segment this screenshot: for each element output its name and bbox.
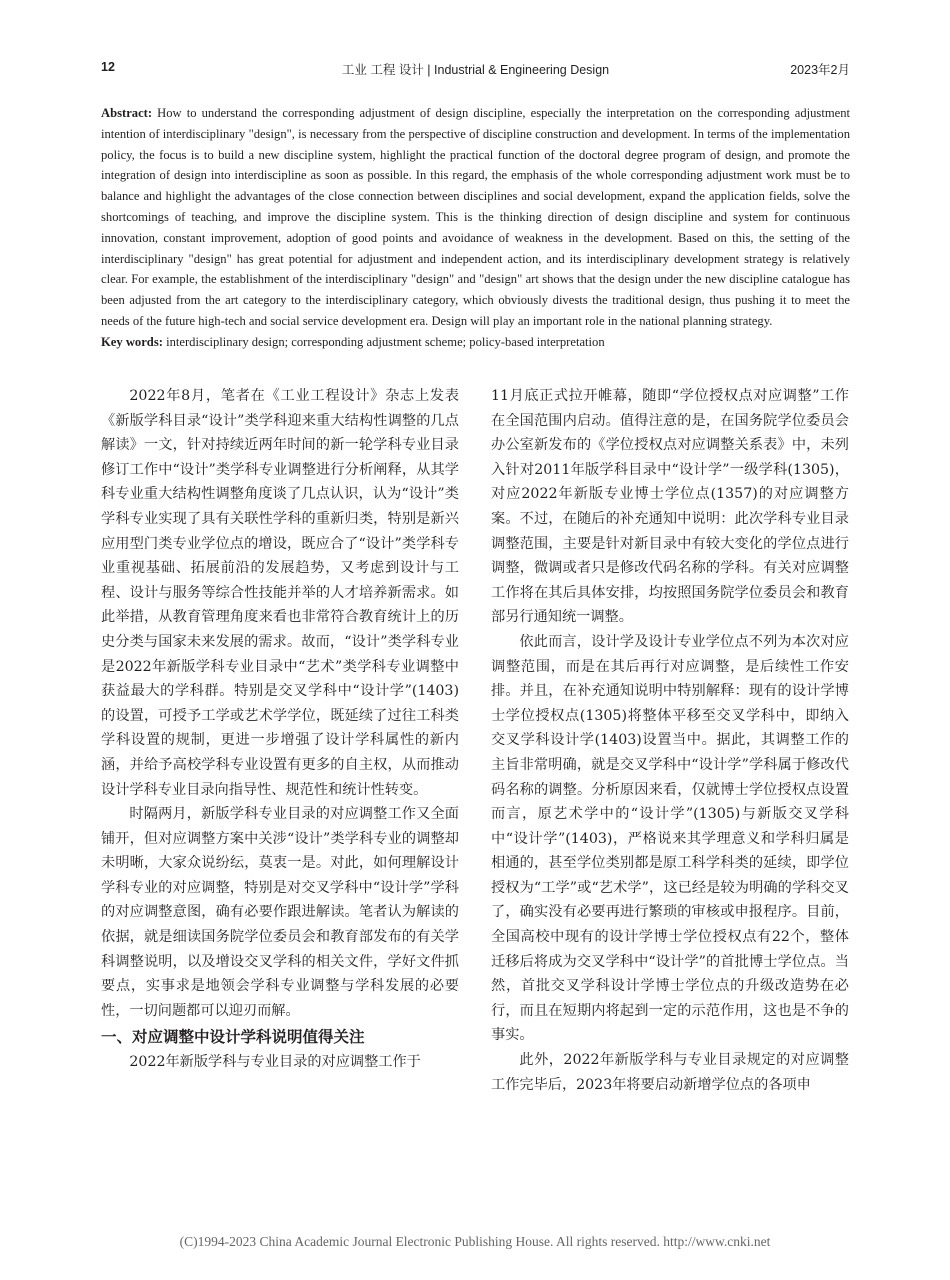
- keywords-paragraph: [101, 332, 850, 353]
- body-paragraph: 时隔两月，新版学科专业目录的对应调整工作又全面铺开，但对应调整方案中关涉“设计”类学科专业的调整却未明晰，大家众说纷纭，莫衷一是。对此，如何理解设计学科专业的对应调整，特别是对交叉学科中“设计学”学科的对应调整意图，确有必要作跟进解读。笔者认为解读的依据，就是细读国务院学位委员会和教育部发布的有关学科调整说明，以及增设交叉学科的相关文件，学好文件抓要点，实事求是地领会学科专业调整与学科发展的必要性，一切问题都可以迎刃而解。: [101, 806, 459, 1019]
- body-paragraph: 2022年8月，笔者在《工业工程设计》杂志上发表《新版学科目录“设计”类学科迎来重大结构性调整的几点解读》一文，针对持续近两年时间的新一轮学科专业目录修订工作中“设计”类学科专业调整进行分析阐释，从其学科专业重大结构性调整角度谈了几点认识，认为“设计”类学科专业实现了具有关联性学科的重新归类，特别是新兴应用型门类专业学位点的增设，既应合了“设计”类学科专业重视基础、拓展前沿的发展趋势，又考虑到设计与工程、设计与服务等综合性技能并举的人才培养新需求。如此举措，从教育管理角度来看也非常符合教育统计上的历史分类与国家未来发展的需求。故而，“设计”类学科专业是2022年新版学科专业目录中“艺术”类学科专业调整中获益最大的学科群。特别是交叉学科中“设计学”(1403)的设置，可授予工学或艺术学学位，既延续了过往工科类学科设置的规制，更进一步增强了设计学科属性的新内涵，并给予高校学科专业设置有更多的自主权，从而推动设计学科专业目录向指导性、规范性和统计性转变。: [101, 388, 459, 798]
- abstract-text: How to understand the corresponding adjustment of design discipline, especially the interpretation on the corresponding adjustment intention of interdisciplinary "design", is necessary from the perspective of discipline construction and development. In terms of the implementation policy, the focus is to build a new discipline system, highlight the practical function of the doctoral degree program of design, and promote the integration of design into interdiscipline as soon as possible. In this regard, the emphasis of the whole corresponding adjustment work must be to balance and highlight the advantages of the close connection between disciplines and social development, expand the application fields, solve the shortcomings of teaching, and improve the discipline system. This is the thinking direction of design discipline and system for continuous innovation, constant improvement, adoption of good points and avoidance of weakness in the development. Based on this, the setting of the interdisciplinary "design" has great potential for adjustment and independent action, and its interdisciplinary development strategy is relatively clear. For example, the establishment of the interdisciplinary "design" and "design" art shows that the design under the new discipline catalogue has been adjusted from the art category to the interdisciplinary category, which obviously divests the traditional design, thus pushing it to meet the needs of the future high-tech and social service development era. Design will play an important role in the national planning strategy.: [101, 106, 850, 328]
- body-column-right: [491, 384, 849, 1097]
- body-column-left: [101, 384, 459, 1075]
- issue-date: 2023年2月: [790, 63, 850, 77]
- body-paragraph-continued: 11月底正式拉开帷幕，随即“学位授权点对应调整”工作在全国范围内启动。值得注意的是，在国务院学位委员会办公室新发布的《学位授权点对应调整关系表》中，未列入针对2011年版学科目录中“设计学”一级学科(1305)，对应2022年新版专业博士学位点(1357)的对应调整方案。不过，在随后的补充通知中说明：此次学科专业目录调整范围，主要是针对新目录中有较大变化的学位点进行调整，微调或者只是修改代码名称的学科。有关对应调整工作将在其后具体安排，均按照国务院学位委员会和教育部另行通知统一调整。: [491, 388, 849, 626]
- keywords-text: interdisciplinary design; corresponding adjustment scheme; policy-based interpretation: [166, 334, 605, 349]
- copyright-footer: (C)1994-2023 China Academic Journal Electronic Publishing House. All rights reserved. http://www.cnki.net: [179, 1234, 771, 1249]
- running-header: [101, 58, 850, 80]
- body-paragraph: 依此而言，设计学及设计专业学位点不列为本次对应调整范围，而是在其后再行对应调整，是后续性工作安排。并且，在补充通知说明中特别解释：现有的设计学博士学位授权点(1305)将整体平移至交叉学科中，即纳入交叉学科设计学(1403)设置当中。据此，其调整工作的主旨非常明确，就是交叉学科中“设计学”学科属于修改代码名称的调整。分析原因来看，仅就博士学位授权点设置而言，原艺术学中的“设计学”(1305)与新版交叉学科中“设计学”(1403)，严格说来其学理意义和学科归属是相通的，甚至学位类别都是原工科学科类的延续，即学位授权为“工学”或“艺术学”，这已经是较为明确的学科交叉了，确实没有必要再进行繁琐的审核或申报程序。目前，全国高校中现有的设计学博士学位授权点有22个，整体迁移后将成为交叉学科中“设计学”的首批博士学位点。当然，首批交叉学科设计学博士学位点的升级改造势在必行，而且在短期内将起到一定的示范作用，这也是不争的事实。: [491, 633, 849, 1044]
- body-paragraph: 此外，2022年新版学科与专业目录规定的对应调整工作完毕后，2023年将要启动新增学位点的各项申: [491, 1052, 849, 1093]
- abstract-paragraph: [101, 103, 850, 332]
- abstract-label: Abstract:: [101, 106, 153, 120]
- abstract-block: [101, 103, 850, 353]
- page-number: 12: [101, 60, 115, 74]
- keywords-label: Key words:: [101, 334, 163, 349]
- body-paragraph: 2022年新版学科与专业目录的对应调整工作于: [129, 1054, 421, 1071]
- journal-title: 工业 工程 设计 | Industrial & Engineering Design: [341, 63, 610, 77]
- section-heading: 一、对应调整中设计学科说明值得关注: [101, 1028, 365, 1047]
